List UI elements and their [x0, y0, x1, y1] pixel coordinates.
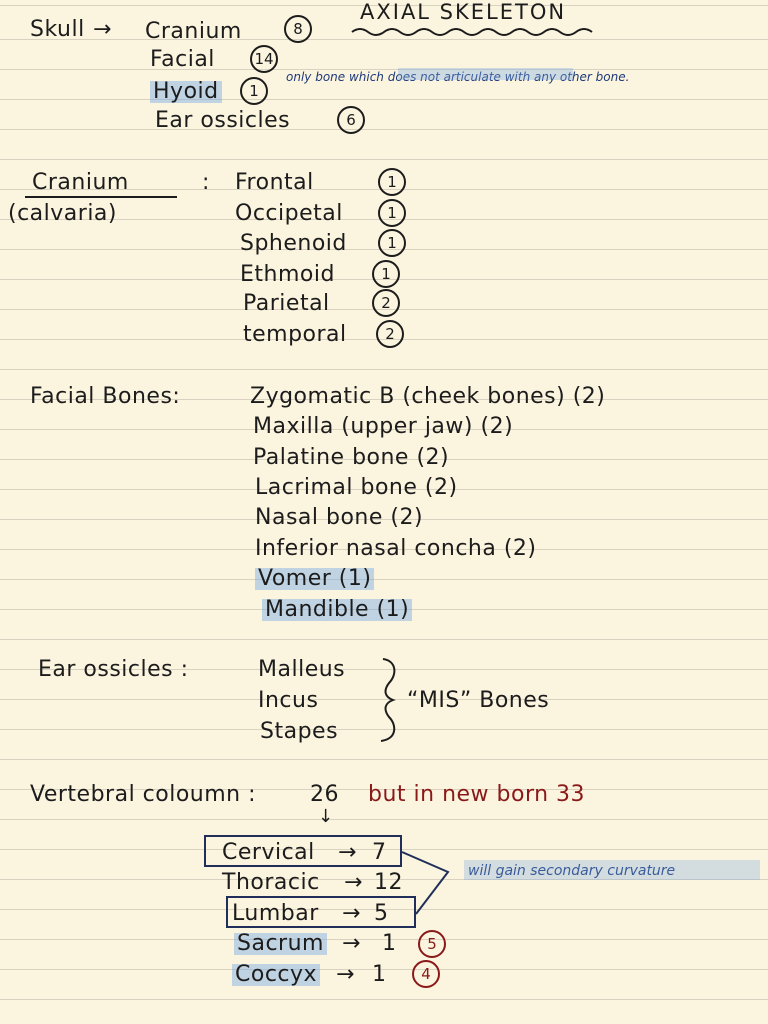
region-coccyx: Coccyx	[232, 964, 320, 986]
skull-item-cranium: Cranium	[145, 19, 242, 44]
skull-count-cranium: 8	[284, 15, 312, 43]
ear-bone-incus: Incus	[258, 688, 319, 713]
region-thoracic: Thoracic	[222, 870, 320, 895]
ear-bone-malleus: Malleus	[258, 657, 346, 682]
ear-brace	[375, 655, 405, 745]
ear-heading: Ear ossicles :	[38, 657, 189, 682]
curvature-note: will gain secondary curvature	[468, 863, 676, 879]
curvature-highlight	[464, 860, 760, 880]
newborn-note: but in new born 33	[368, 782, 586, 807]
cranium-count-parietal: 2	[372, 289, 400, 317]
region-sacrum-count: 1	[382, 931, 397, 956]
region-thoracic-arrow: →	[344, 870, 363, 895]
cranium-bone-frontal: Frontal	[235, 170, 314, 195]
skull-item-facial: Facial	[150, 47, 215, 72]
cranium-alt-label: (calvaria)	[8, 201, 117, 226]
skull-count-facial: 14	[250, 45, 278, 73]
cranium-count-ethmoid: 1	[372, 260, 400, 288]
region-coccyx-arrow: →	[336, 962, 355, 987]
coccyx-newborn-count: 4	[412, 960, 440, 988]
vertebral-count: 26	[310, 782, 339, 807]
cranium-underline	[25, 196, 177, 198]
hyoid-note-highlight	[398, 68, 573, 80]
skull-item-hyoid: Hyoid	[150, 81, 222, 103]
cranium-separator: :	[202, 170, 210, 195]
cranium-heading: Cranium	[32, 170, 129, 195]
facial-bone-zygomatic: Zygomatic B (cheek bones) (2)	[250, 384, 606, 409]
region-cervical-arrow: →	[338, 840, 357, 865]
cranium-count-sphenoid: 1	[378, 229, 406, 257]
skull-count-ear-ossicles: 6	[337, 106, 365, 134]
curvature-connector	[400, 838, 470, 938]
region-thoracic-count: 12	[374, 870, 403, 895]
cranium-bone-sphenoid: Sphenoid	[240, 231, 347, 256]
facial-bone-nasal: Nasal bone (2)	[255, 505, 424, 530]
region-lumbar-arrow: →	[342, 901, 361, 926]
facial-bone-maxilla: Maxilla (upper jaw) (2)	[253, 414, 514, 439]
skull-count-hyoid: 1	[240, 77, 268, 105]
ear-bone-stapes: Stapes	[260, 719, 339, 744]
facial-bone-mandible: Mandible (1)	[262, 599, 412, 621]
region-lumbar: Lumbar	[232, 901, 319, 926]
page-title: AXIAL SKELETON	[360, 0, 567, 24]
skull-item-ear-ossicles: Ear ossicles	[155, 108, 291, 133]
facial-heading: Facial Bones:	[30, 384, 181, 409]
region-sacrum: Sacrum	[234, 933, 327, 955]
cranium-count-occipetal: 1	[378, 199, 406, 227]
facial-bone-lacrimal: Lacrimal bone (2)	[255, 475, 458, 500]
facial-bone-palatine: Palatine bone (2)	[253, 445, 450, 470]
region-sacrum-arrow: →	[342, 931, 361, 956]
region-coccyx-count: 1	[372, 962, 387, 987]
region-cervical: Cervical	[222, 840, 315, 865]
facial-bone-vomer: Vomer (1)	[255, 568, 374, 590]
cranium-bone-temporal: temporal	[243, 322, 347, 347]
vertebral-down-arrow: ↓	[318, 806, 334, 827]
cranium-count-temporal: 2	[376, 320, 404, 348]
sacrum-newborn-count: 5	[418, 930, 446, 958]
title-underline	[350, 24, 600, 38]
cranium-bone-parietal: Parietal	[243, 291, 330, 316]
cranium-bone-ethmoid: Ethmoid	[240, 262, 335, 287]
vertebral-heading: Vertebral coloumn :	[30, 782, 257, 807]
skull-arrow: →	[93, 17, 112, 42]
skull-label: Skull	[30, 17, 85, 42]
facial-bone-inferior-nasal-concha: Inferior nasal concha (2)	[255, 536, 537, 561]
hyoid-note: only bone which does not articulate with any other bone.	[286, 70, 630, 84]
mis-bones-label: “MIS” Bones	[407, 688, 550, 713]
cranium-count-frontal: 1	[378, 168, 406, 196]
region-cervical-count: 7	[372, 840, 387, 865]
cranium-bone-occipetal: Occipetal	[235, 201, 343, 226]
region-lumbar-count: 5	[374, 901, 389, 926]
